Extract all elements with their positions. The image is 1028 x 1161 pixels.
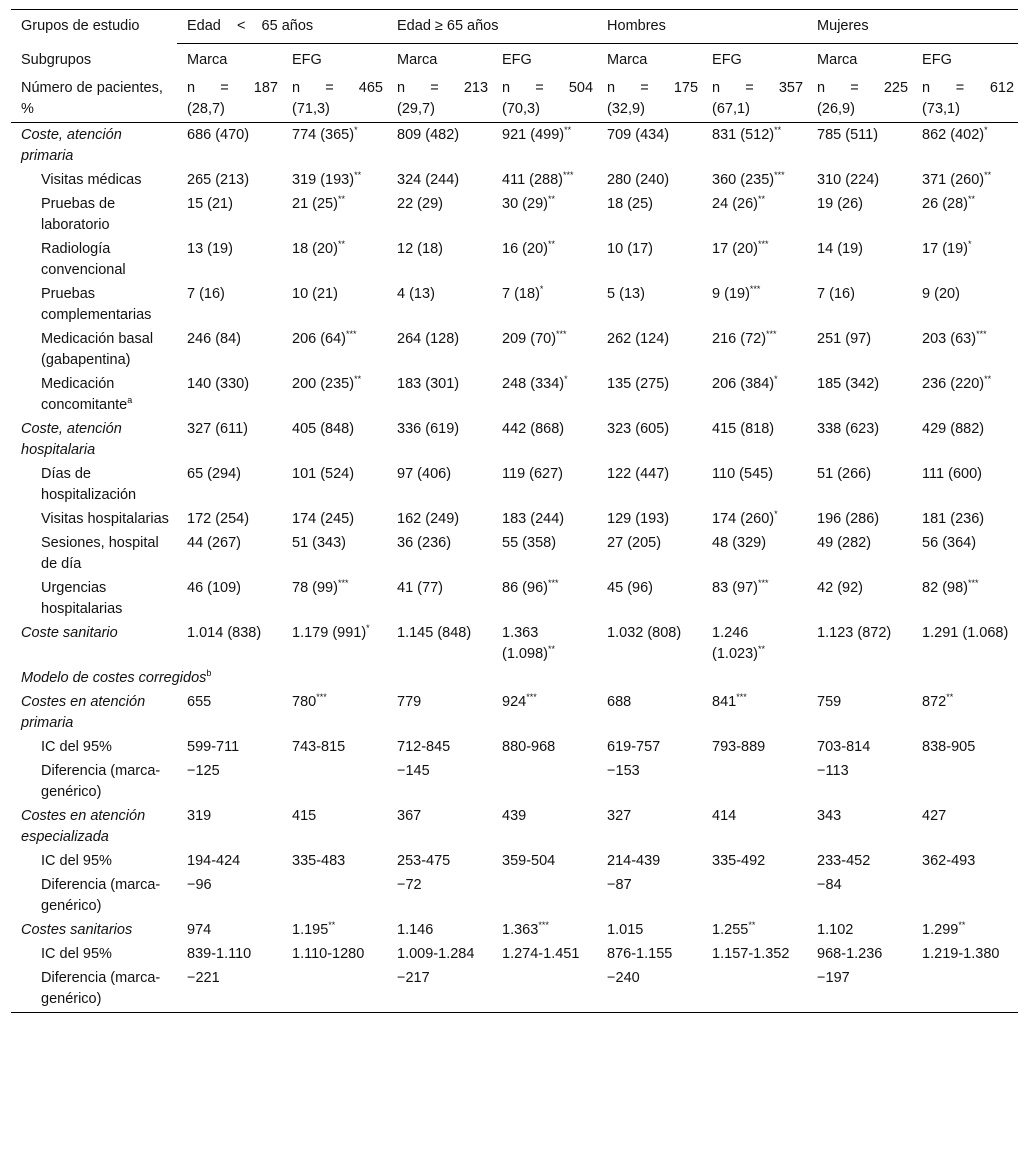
data-cell: 30 (29)** [502,194,555,212]
data-cell: 200 (235)** [292,374,362,392]
group-header: Edad ≥ 65 años [387,10,597,44]
data-cell [912,967,1018,1013]
patients-cell: n = 357 (67,1) [702,77,807,123]
row-label: Diferencia (marca-genérico) [41,763,161,800]
data-cell: 335-492 [712,853,766,869]
data-cell: 48 (329) [712,535,767,551]
patients-label: Número de pacientes, % [11,77,177,123]
data-cell: 51 (343) [292,535,347,551]
data-cell [492,967,597,1013]
data-cell: 743-815 [292,739,346,755]
data-cell: 968-1.236 [817,946,883,962]
table-row [11,123,1018,170]
subgroup-header: EFG [292,52,322,68]
data-cell: 759 [817,694,842,710]
data-cell: 83 (97)*** [712,578,769,596]
significance-marker: ** [946,692,954,703]
data-cell: 174 (245) [292,511,355,527]
data-cell: 359-504 [502,853,556,869]
data-cell: −145 [397,763,430,779]
data-cell: 214-439 [607,853,661,869]
data-cell: 65 (294) [187,466,242,482]
data-cell: 236 (220)** [922,374,992,392]
data-cell: 324 (244) [397,172,460,188]
data-cell: 181 (236) [922,511,985,527]
data-cell: 785 (511) [817,127,879,143]
row-label: Costes en atención primaria [21,694,146,731]
significance-marker: ** [337,194,345,205]
data-cell: 1.123 (872) [817,625,892,641]
data-cell: 1.255** [712,920,756,938]
table-row [11,169,1018,193]
row-label: Diferencia (marca-genérico) [41,877,161,914]
data-cell: 16 (20)** [502,239,555,257]
data-cell: 129 (193) [607,511,670,527]
row-label: Medicación basal (gabapentina) [41,331,154,368]
data-cell: 262 (124) [607,331,670,347]
table-row [11,760,1018,805]
data-cell: 411 (288)*** [502,170,574,188]
table-row [11,283,1018,328]
data-cell: 280 (240) [607,172,670,188]
data-cell: −125 [187,763,220,779]
patients-cell: n = 213 (29,7) [387,77,492,123]
significance-marker: *** [774,170,785,181]
data-cell: 82 (98)*** [922,578,979,596]
row-label: Modelo de costes corregidos$^b$ [21,668,212,686]
data-cell: 86 (96)*** [502,578,559,596]
data-cell [282,760,387,805]
data-cell: 1.015 [607,922,644,938]
row-label: Visitas hospitalarias [41,511,169,527]
data-cell: 194-424 [187,853,241,869]
group-header: Edad < 65 años [177,10,387,44]
data-cell: 36 (236) [397,535,452,551]
data-cell [702,760,807,805]
patients-cell: n = 225 (26,9) [807,77,912,123]
data-cell: 21 (25)** [292,194,345,212]
data-cell: 809 (482) [397,127,460,143]
data-cell: 709 (434) [607,127,670,143]
data-cell: 216 (72)*** [712,329,777,347]
data-cell: 203 (63)*** [922,329,987,347]
significance-marker: ** [354,374,362,385]
significance-marker: *** [556,329,567,340]
data-cell: 17 (19)* [922,239,972,257]
table-row [11,736,1018,760]
data-cell: 442 (868) [502,421,565,437]
subgroup-header: EFG [502,52,532,68]
data-cell [912,874,1018,919]
significance-marker: *** [968,578,979,589]
data-cell: −240 [597,967,702,1013]
data-cell: −197 [807,967,912,1013]
data-cell: 831 (512)** [712,125,782,143]
data-cell: 51 (266) [817,466,872,482]
significance-marker: ** [337,239,345,250]
data-cell: 251 (97) [817,331,872,347]
data-cell: 838-905 [922,739,976,755]
data-cell: 686 (470) [187,127,250,143]
data-cell: 10 (21) [292,286,338,302]
row-label: Sesiones, hospital de día [41,535,159,572]
data-cell: 97 (406) [397,466,452,482]
data-cell: 360 (235)*** [712,170,785,188]
data-cell: 27 (205) [607,535,662,551]
significance-marker: * [774,374,778,385]
row-label: Días de hospitalización [41,466,137,503]
data-cell: 4 (13) [397,286,435,302]
data-cell: 18 (25) [607,196,653,212]
data-cell: 335-483 [292,853,346,869]
significance-marker: ** [547,644,555,655]
row-label: IC del 95% [41,946,112,962]
data-cell: 872** [922,692,954,710]
data-cell: −84 [817,877,842,893]
data-cell: 1.009-1.284 [397,946,475,962]
data-cell: −217 [387,967,492,1013]
table-body [11,123,1018,1013]
row-label: Diferencia (marca-genérico) [11,967,177,1013]
data-cell: 427 [922,808,947,824]
row-label: Pruebas de laboratorio [41,196,116,233]
data-cell: 206 (64)*** [292,329,357,347]
data-cell: 415 (818) [712,421,775,437]
data-cell: 78 (99)*** [292,578,349,596]
significance-marker: *** [976,329,987,340]
group-header-row [11,10,1018,44]
significance-marker: ** [757,644,765,655]
data-cell: 265 (213) [187,172,250,188]
significance-marker: * [539,284,544,295]
significance-marker: *** [526,692,537,703]
data-cell: 183 (301) [397,376,460,392]
significance-marker: ** [757,194,765,205]
data-cell: 24 (26)** [712,194,765,212]
patients-cell: n = 465 (71,3) [282,77,387,123]
subgroup-header: EFG [712,52,742,68]
data-cell: 110 (545) [712,466,774,482]
significance-marker: *** [563,170,574,181]
significance-marker: ** [354,170,362,181]
row-label: Coste, atención hospitalaria [21,421,122,458]
significance-marker: ** [547,239,555,250]
table-row [11,373,1018,418]
data-cell: 1.014 (838) [187,625,262,641]
data-cell: 703-814 [817,739,871,755]
data-cell: 206 (384)* [712,374,778,392]
significance-marker: ** [968,194,976,205]
table-row [11,238,1018,283]
subgroup-header: Marca [187,52,228,68]
subgroup-header-row [11,44,1018,78]
data-cell: 327 (611) [187,421,248,437]
data-cell: 599-711 [187,739,240,755]
data-cell: 841*** [712,692,747,710]
data-cell: −113 [817,763,849,779]
significance-marker: ** [748,920,756,931]
subgroup-header: Marca [397,52,438,68]
data-cell: 44 (267) [187,535,242,551]
data-cell: 336 (619) [397,421,460,437]
table-row [11,622,1018,667]
data-cell: 319 (193)** [292,170,362,188]
data-cell: 793-889 [712,739,766,755]
data-cell: 233-452 [817,853,871,869]
table-row [11,328,1018,373]
data-cell [492,874,597,919]
data-cell: 209 (70)*** [502,329,567,347]
data-cell: 15 (21) [187,196,233,212]
data-cell: 429 (882) [922,421,985,437]
subgroup-header: Marca [607,52,648,68]
data-cell: 1.363 (1.098)** [502,625,555,662]
data-cell: −72 [397,877,422,893]
data-cell: 1.291 (1.068) [922,625,1009,641]
group-header: Hombres [597,10,807,44]
subgroups-label: Subgrupos [21,51,92,68]
data-cell: 55 (358) [502,535,557,551]
data-cell: 367 [397,808,422,824]
data-cell: 45 (96) [607,580,653,596]
significance-marker: *** [749,284,761,295]
data-cell: 14 (19) [817,241,863,257]
data-cell: 122 (447) [607,466,670,482]
data-cell: 253-475 [397,853,451,869]
data-cell: 862 (402)* [922,125,988,143]
table-row [11,691,1018,736]
data-cell: 46 (109) [187,580,242,596]
data-cell: 774 (365)* [292,125,358,143]
data-cell: 319 [187,808,212,824]
data-cell: 140 (330) [187,376,250,392]
patients-cell: n = 175 (32,9) [597,77,702,123]
data-cell: 42 (92) [817,580,863,596]
data-cell: 921 (499)** [502,125,572,143]
significance-marker: *** [757,578,769,589]
data-cell: 655 [187,694,212,710]
significance-marker: *** [346,329,357,340]
data-cell: 839-1.110 [187,946,252,962]
table-row [11,193,1018,238]
data-cell: 22 (29) [397,196,443,212]
data-cell: 1.195** [292,920,336,938]
data-cell: 1.146 [397,922,434,938]
data-cell: 1.179 (991)* [292,623,370,641]
data-cell: 56 (364) [922,535,977,551]
data-cell: −221 [177,967,282,1013]
data-cell: 1.032 (808) [607,625,682,641]
cost-table [11,9,1018,1013]
data-cell: 111 (600) [922,466,982,482]
significance-marker: *** [316,692,327,703]
significance-marker: ** [774,125,782,136]
data-cell: 974 [187,922,212,938]
row-label: Urgencias hospitalarias [41,580,123,617]
data-cell: −96 [187,877,212,893]
patients-row [11,77,1018,123]
data-cell: 876-1.155 [607,946,673,962]
data-cell: 1.246 (1.023)** [712,625,765,662]
data-cell: 162 (249) [397,511,460,527]
data-cell: 17 (20)*** [712,239,769,257]
significance-marker: * [564,374,568,385]
row-label: Coste sanitario [21,625,118,641]
data-cell: 101 (524) [292,466,355,482]
data-cell: 248 (334)* [502,374,568,392]
data-cell: 13 (19) [187,241,233,257]
significance-marker: * [968,239,972,250]
data-cell: 9 (20) [922,286,960,302]
data-cell: 246 (84) [187,331,242,347]
data-cell: 1.363*** [502,920,549,938]
data-cell: 310 (224) [817,172,880,188]
data-cell: 119 (627) [502,466,564,482]
significance-marker: *** [736,692,747,703]
data-cell: 196 (286) [817,511,880,527]
data-cell: 1.102 [817,922,854,938]
table-row [11,508,1018,532]
data-cell: 1.274-1.451 [502,946,580,962]
data-cell: 174 (260)* [712,509,778,527]
significance-marker: ** [564,125,572,136]
significance-marker: ** [328,920,336,931]
data-cell: 9 (19)*** [712,284,761,302]
significance-marker: ** [547,194,555,205]
data-cell [492,760,597,805]
table-row [11,667,1018,691]
significance-marker: *** [757,239,769,250]
data-cell [282,967,387,1013]
patients-cell: n = 612 (73,1) [912,77,1018,123]
significance-marker: *** [337,578,349,589]
row-label: Pruebas complementarias [41,286,152,323]
data-cell: 7 (16) [187,286,225,302]
data-cell: −87 [607,877,632,893]
data-cell: 18 (20)** [292,239,345,257]
data-cell: 1.157-1.352 [712,946,790,962]
table-row [11,418,1018,463]
data-cell: 7 (18)* [502,284,544,302]
group-label: Grupos de estudio [11,10,177,44]
table-row [11,532,1018,577]
table-row [11,967,1018,1013]
data-cell: 1.145 (848) [397,625,472,641]
data-cell [282,874,387,919]
data-cell: 880-968 [502,739,556,755]
data-cell: 619-757 [607,739,661,755]
data-cell: 172 (254) [187,511,250,527]
row-label: Coste, atención primaria [21,127,122,164]
patients-cell: n = 187 (28,7) [177,77,282,123]
data-cell: 19 (26) [817,196,863,212]
data-cell: 688 [607,694,632,710]
data-cell: 439 [502,808,527,824]
subgroup-header: EFG [922,52,952,68]
row-label: IC del 95% [41,853,112,869]
row-label: Medicación concomitante$^a$ [41,376,133,413]
table-row [11,874,1018,919]
data-cell: 135 (275) [607,376,670,392]
group-header: Mujeres [807,10,1018,44]
data-cell: 12 (18) [397,241,443,257]
significance-marker: ** [984,374,992,385]
significance-marker: * [366,623,370,634]
data-cell: 780*** [292,692,327,710]
significance-marker: *** [547,578,559,589]
data-cell: 1.219-1.380 [922,946,1000,962]
data-cell: −153 [607,763,640,779]
significance-marker: ** [958,920,966,931]
significance-marker: * [354,125,358,136]
patients-cell: n = 504 (70,3) [492,77,597,123]
data-cell: 924*** [502,692,537,710]
data-cell: 405 (848) [292,421,355,437]
data-cell: 26 (28)** [922,194,976,212]
row-label: Visitas médicas [41,172,142,188]
data-cell: 371 (260)** [922,170,992,188]
table-row [11,463,1018,508]
data-cell: 185 (342) [817,376,880,392]
data-cell: 712-845 [397,739,451,755]
data-cell: 1.110-1280 [292,946,365,962]
data-cell: 338 (623) [817,421,880,437]
data-cell: 5 (13) [607,286,645,302]
table-row [11,943,1018,967]
data-cell: 779 [397,694,422,710]
data-cell: 327 [607,808,632,824]
table-row [11,577,1018,622]
data-cell: 1.299** [922,920,966,938]
data-cell [702,967,807,1013]
data-cell: 362-493 [922,853,976,869]
row-label: Costes sanitarios [21,922,133,938]
data-cell: 264 (128) [397,331,460,347]
significance-marker: * [984,125,988,136]
row-label: IC del 95% [41,739,112,755]
table-row [11,850,1018,874]
data-cell [912,760,1018,805]
data-cell: 323 (605) [607,421,670,437]
significance-marker: ** [984,170,992,181]
row-label: Radiología convencional [41,241,126,278]
significance-marker: *** [538,920,549,931]
data-cell [702,874,807,919]
data-cell: 41 (77) [397,580,443,596]
data-cell: 415 [292,808,317,824]
data-cell: 7 (16) [817,286,855,302]
data-cell: 49 (282) [817,535,872,551]
data-cell: 414 [712,808,737,824]
data-cell: 183 (244) [502,511,565,527]
significance-marker: *** [766,329,777,340]
subgroup-header: Marca [817,52,858,68]
table-row [11,805,1018,850]
data-cell: 10 (17) [607,241,653,257]
table-row [11,919,1018,943]
data-cell: 343 [817,808,842,824]
row-label: Costes en atención especializada [21,808,146,845]
significance-marker: * [774,509,778,520]
